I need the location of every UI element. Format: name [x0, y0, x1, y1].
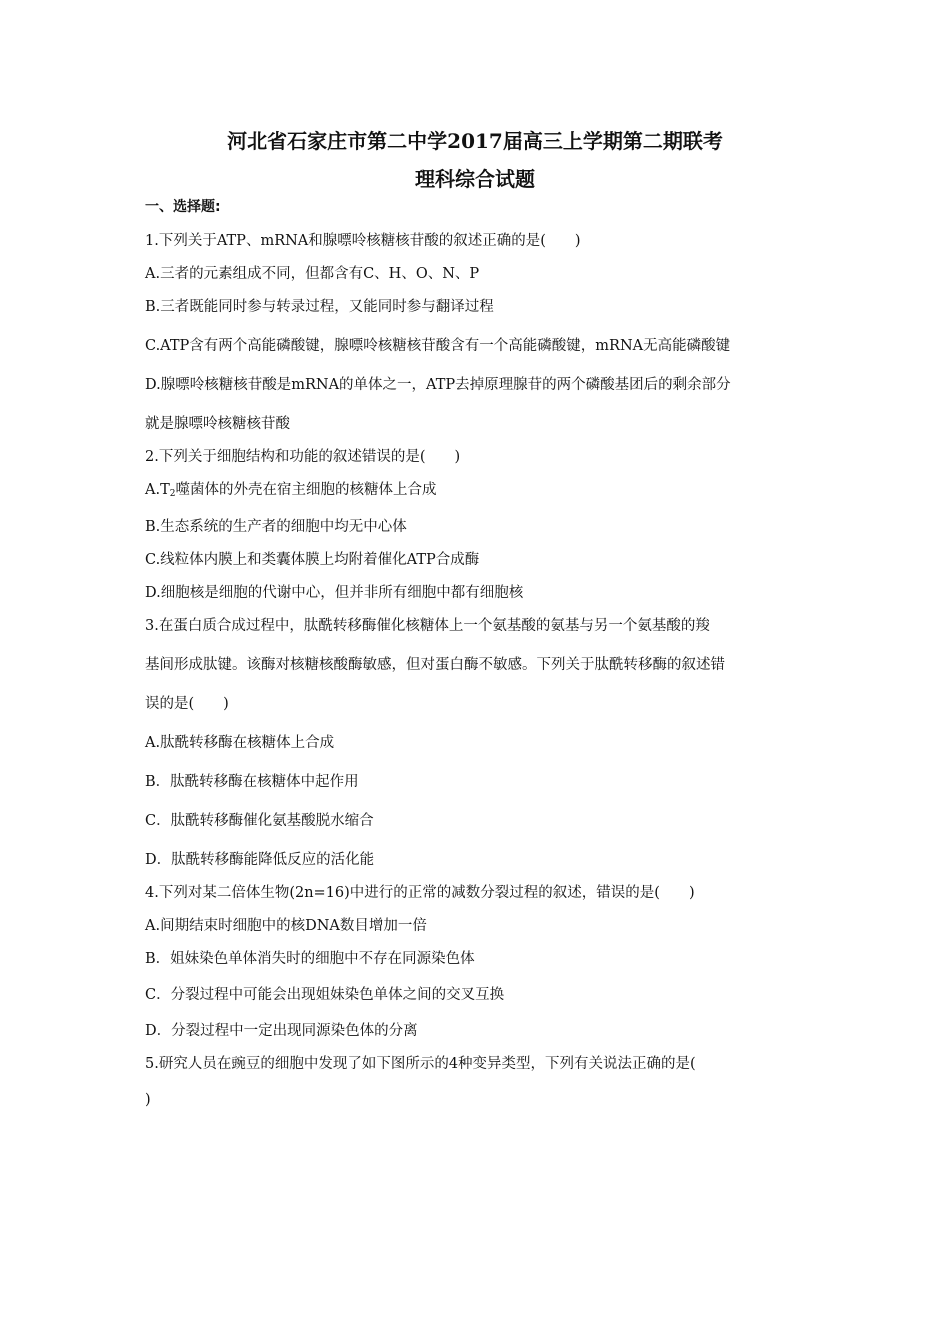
question-2-option-a — [145, 480, 815, 505]
question-4-option-d: D．分裂过程中一定出现同源染色体的分离 — [145, 1023, 418, 1039]
question-2-option-a-text: 噬菌体的外壳在宿主细胞的核糖体上合成 — [175, 482, 437, 498]
question-3-stem-line-2: 基间形成肽键。该酶对核糖核酸酶敏感，但对蛋白酶不敏感。下列关于肽酰转移酶的叙述错 — [145, 657, 725, 673]
question-5 — [145, 1054, 815, 1111]
exam-content — [145, 197, 815, 1111]
question-1-option-b: B.三者既能同时参与转录过程，又能同时参与翻译过程 — [145, 299, 494, 315]
question-1-option-d-line-2: 就是腺嘌呤核糖核苷酸 — [145, 416, 290, 432]
question-3-option-a: A.肽酰转移酶在核糖体上合成 — [145, 735, 335, 751]
title-line-2: 理科综合试题 — [415, 167, 535, 191]
question-3 — [145, 616, 815, 871]
title-line-1: 河北省石家庄市第二中学2017届高三上学期第二期联考 — [227, 129, 723, 153]
question-2-option-a-subscript: 2 — [169, 489, 176, 499]
section-heading: 一、选择题: — [145, 199, 221, 215]
question-4-option-b: B．姐妹染色单体消失时的细胞中不存在同源染色体 — [145, 951, 475, 967]
question-4-option-a: A.间期结束时细胞中的核DNA数目增加一倍 — [145, 918, 427, 934]
question-1-option-d-line-1: D.腺嘌呤核糖核苷酸是mRNA的单体之一，ATP去掉原理腺苷的两个磷酸基团后的剩余部分 — [145, 377, 731, 393]
question-3-stem-line-3: 误的是( ) — [145, 696, 229, 712]
question-2-option-c: C.线粒体内膜上和类囊体膜上均附着催化ATP合成酶 — [145, 552, 480, 568]
question-3-option-b: B．肽酰转移酶在核糖体中起作用 — [145, 774, 359, 790]
question-1-stem: 1.下列关于ATP、mRNA和腺嘌呤核糖核苷酸的叙述正确的是( ) — [145, 233, 581, 249]
document-title — [0, 122, 950, 198]
question-3-option-c: C．肽酰转移酶催化氨基酸脱水缩合 — [145, 813, 374, 829]
question-2-stem: 2.下列关于细胞结构和功能的叙述错误的是( ) — [145, 449, 461, 465]
question-1-option-a: A.三者的元素组成不同，但都含有C、H、O、N、P — [145, 266, 480, 282]
question-4 — [145, 883, 815, 1042]
question-2-option-d: D.细胞核是细胞的代谢中心，但并非所有细胞中都有细胞核 — [145, 585, 524, 601]
question-3-stem-line-1: 3.在蛋白质合成过程中，肽酰转移酶催化核糖体上一个氨基酸的氨基与另一个氨基酸的羧 — [145, 618, 710, 634]
question-5-stem-line-2: ) — [145, 1092, 151, 1108]
question-2-option-b: B.生态系统的生产者的细胞中均无中心体 — [145, 519, 407, 535]
question-1 — [145, 231, 815, 435]
question-3-option-d: D．肽酰转移酶能降低反应的活化能 — [145, 852, 375, 868]
question-1-option-c: C.ATP含有两个高能磷酸键，腺嘌呤核糖核苷酸含有一个高能磷酸键，mRNA无高能磷酸键 — [145, 338, 731, 354]
question-4-stem: 4.下列对某二倍体生物(2n=16)中进行的正常的减数分裂过程的叙述，错误的是( ) — [145, 885, 695, 901]
question-4-option-c: C．分裂过程中可能会出现姐妹染色单体之间的交叉互换 — [145, 987, 505, 1003]
question-2-option-a-prefix: A.T — [145, 482, 170, 498]
question-5-stem-line-1: 5.研究人员在豌豆的细胞中发现了如下图所示的4种变异类型，下列有关说法正确的是( — [145, 1056, 696, 1072]
question-2 — [145, 447, 815, 604]
